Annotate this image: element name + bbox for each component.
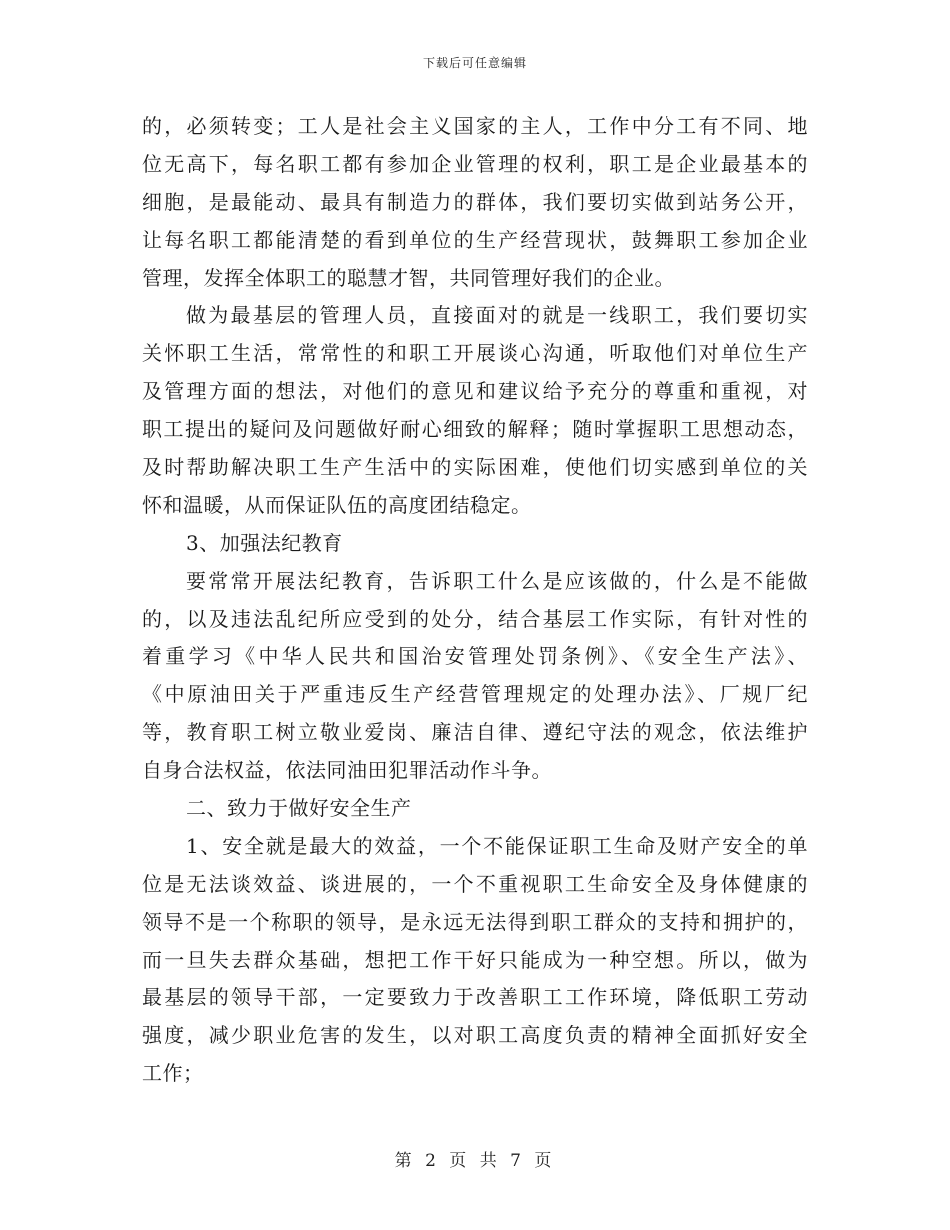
text-line: 1、安全就是最大的效益，一个不能保证职工生命及财产安全的单: [186, 833, 808, 858]
text-line: 最基层的领导干部，一定要致力于改善职工工作环境，降低职工劳动: [142, 985, 808, 1010]
text-line: 而一旦失去群众基础，想把工作干好只能成为一种空想。所以，做为: [142, 947, 808, 972]
page-footer: 第 2 页 共 7 页: [394, 1151, 556, 1171]
text-line: 位无高下，每名职工都有参加企业管理的权利，职工是企业最基本的: [142, 151, 808, 176]
text-line: 关怀职工生活，常常性的和职工开展谈心沟通，听取他们对单位生产: [142, 341, 808, 366]
document-body: [142, 108, 808, 1093]
text-line: 职工提出的疑问及问题做好耐心细致的解释；随时掌握职工思想动态，: [142, 417, 808, 442]
text-line: 等，教育职工树立敬业爱岗、廉洁自律、遵纪守法的观念，依法维护: [142, 720, 808, 745]
text-line: 让每名职工都能清楚的看到单位的生产经营现状，鼓舞职工参加企业: [142, 227, 808, 252]
page-header: 下载后可任意编辑: [422, 56, 527, 70]
text-line: 及时帮助解决职工生产生活中的实际困难，使他们切实感到单位的关: [142, 455, 808, 480]
text-line: 及管理方面的想法，对他们的意见和建议给予充分的尊重和重视，对: [142, 379, 808, 404]
text-line: 要常常开展法纪教育，告诉职工什么是应该做的，什么是不能做: [186, 568, 808, 593]
text-line: 强度，减少职业危害的发生，以对职工高度负责的精神全面抓好安全: [142, 1023, 808, 1048]
text-line: 工作；: [142, 1061, 204, 1086]
text-line: 怀和温暖，从而保证队伍的高度团结稳定。: [142, 492, 532, 517]
text-line: 位是无法谈效益、谈进展的，一个不重视职工生命安全及身体健康的: [142, 871, 808, 896]
text-line: 3、加强法纪教育: [186, 530, 343, 555]
text-line: 着重学习《中华人民共和国治安管理处罚条例》、《安全生产法》、: [142, 644, 808, 669]
text-line: 二、致力于做好安全生产: [186, 796, 412, 821]
text-line: 的，以及违法乱纪所应受到的处分，结合基层工作实际，有针对性的: [142, 606, 808, 631]
text-line: 的，必须转变；工人是社会主义国家的主人，工作中分工有不同、地: [142, 114, 808, 138]
text-line: 自身合法权益，依法同油田犯罪活动作斗争。: [142, 758, 552, 783]
text-line: 做为最基层的管理人员，直接面对的就是一线职工，我们要切实: [186, 303, 808, 328]
text-line: 领导不是一个称职的领导，是永远无法得到职工群众的支持和拥护的，: [142, 909, 808, 934]
text-line: 细胞，是最能动、最具有制造力的群体，我们要切实做到站务公开，: [142, 189, 808, 214]
text-line: 管理，发挥全体职工的聪慧才智，共同管理好我们的企业。: [142, 265, 675, 290]
text-line: 《中原油田关于严重违反生产经营管理规定的处理办法》、厂规厂纪: [142, 682, 808, 707]
